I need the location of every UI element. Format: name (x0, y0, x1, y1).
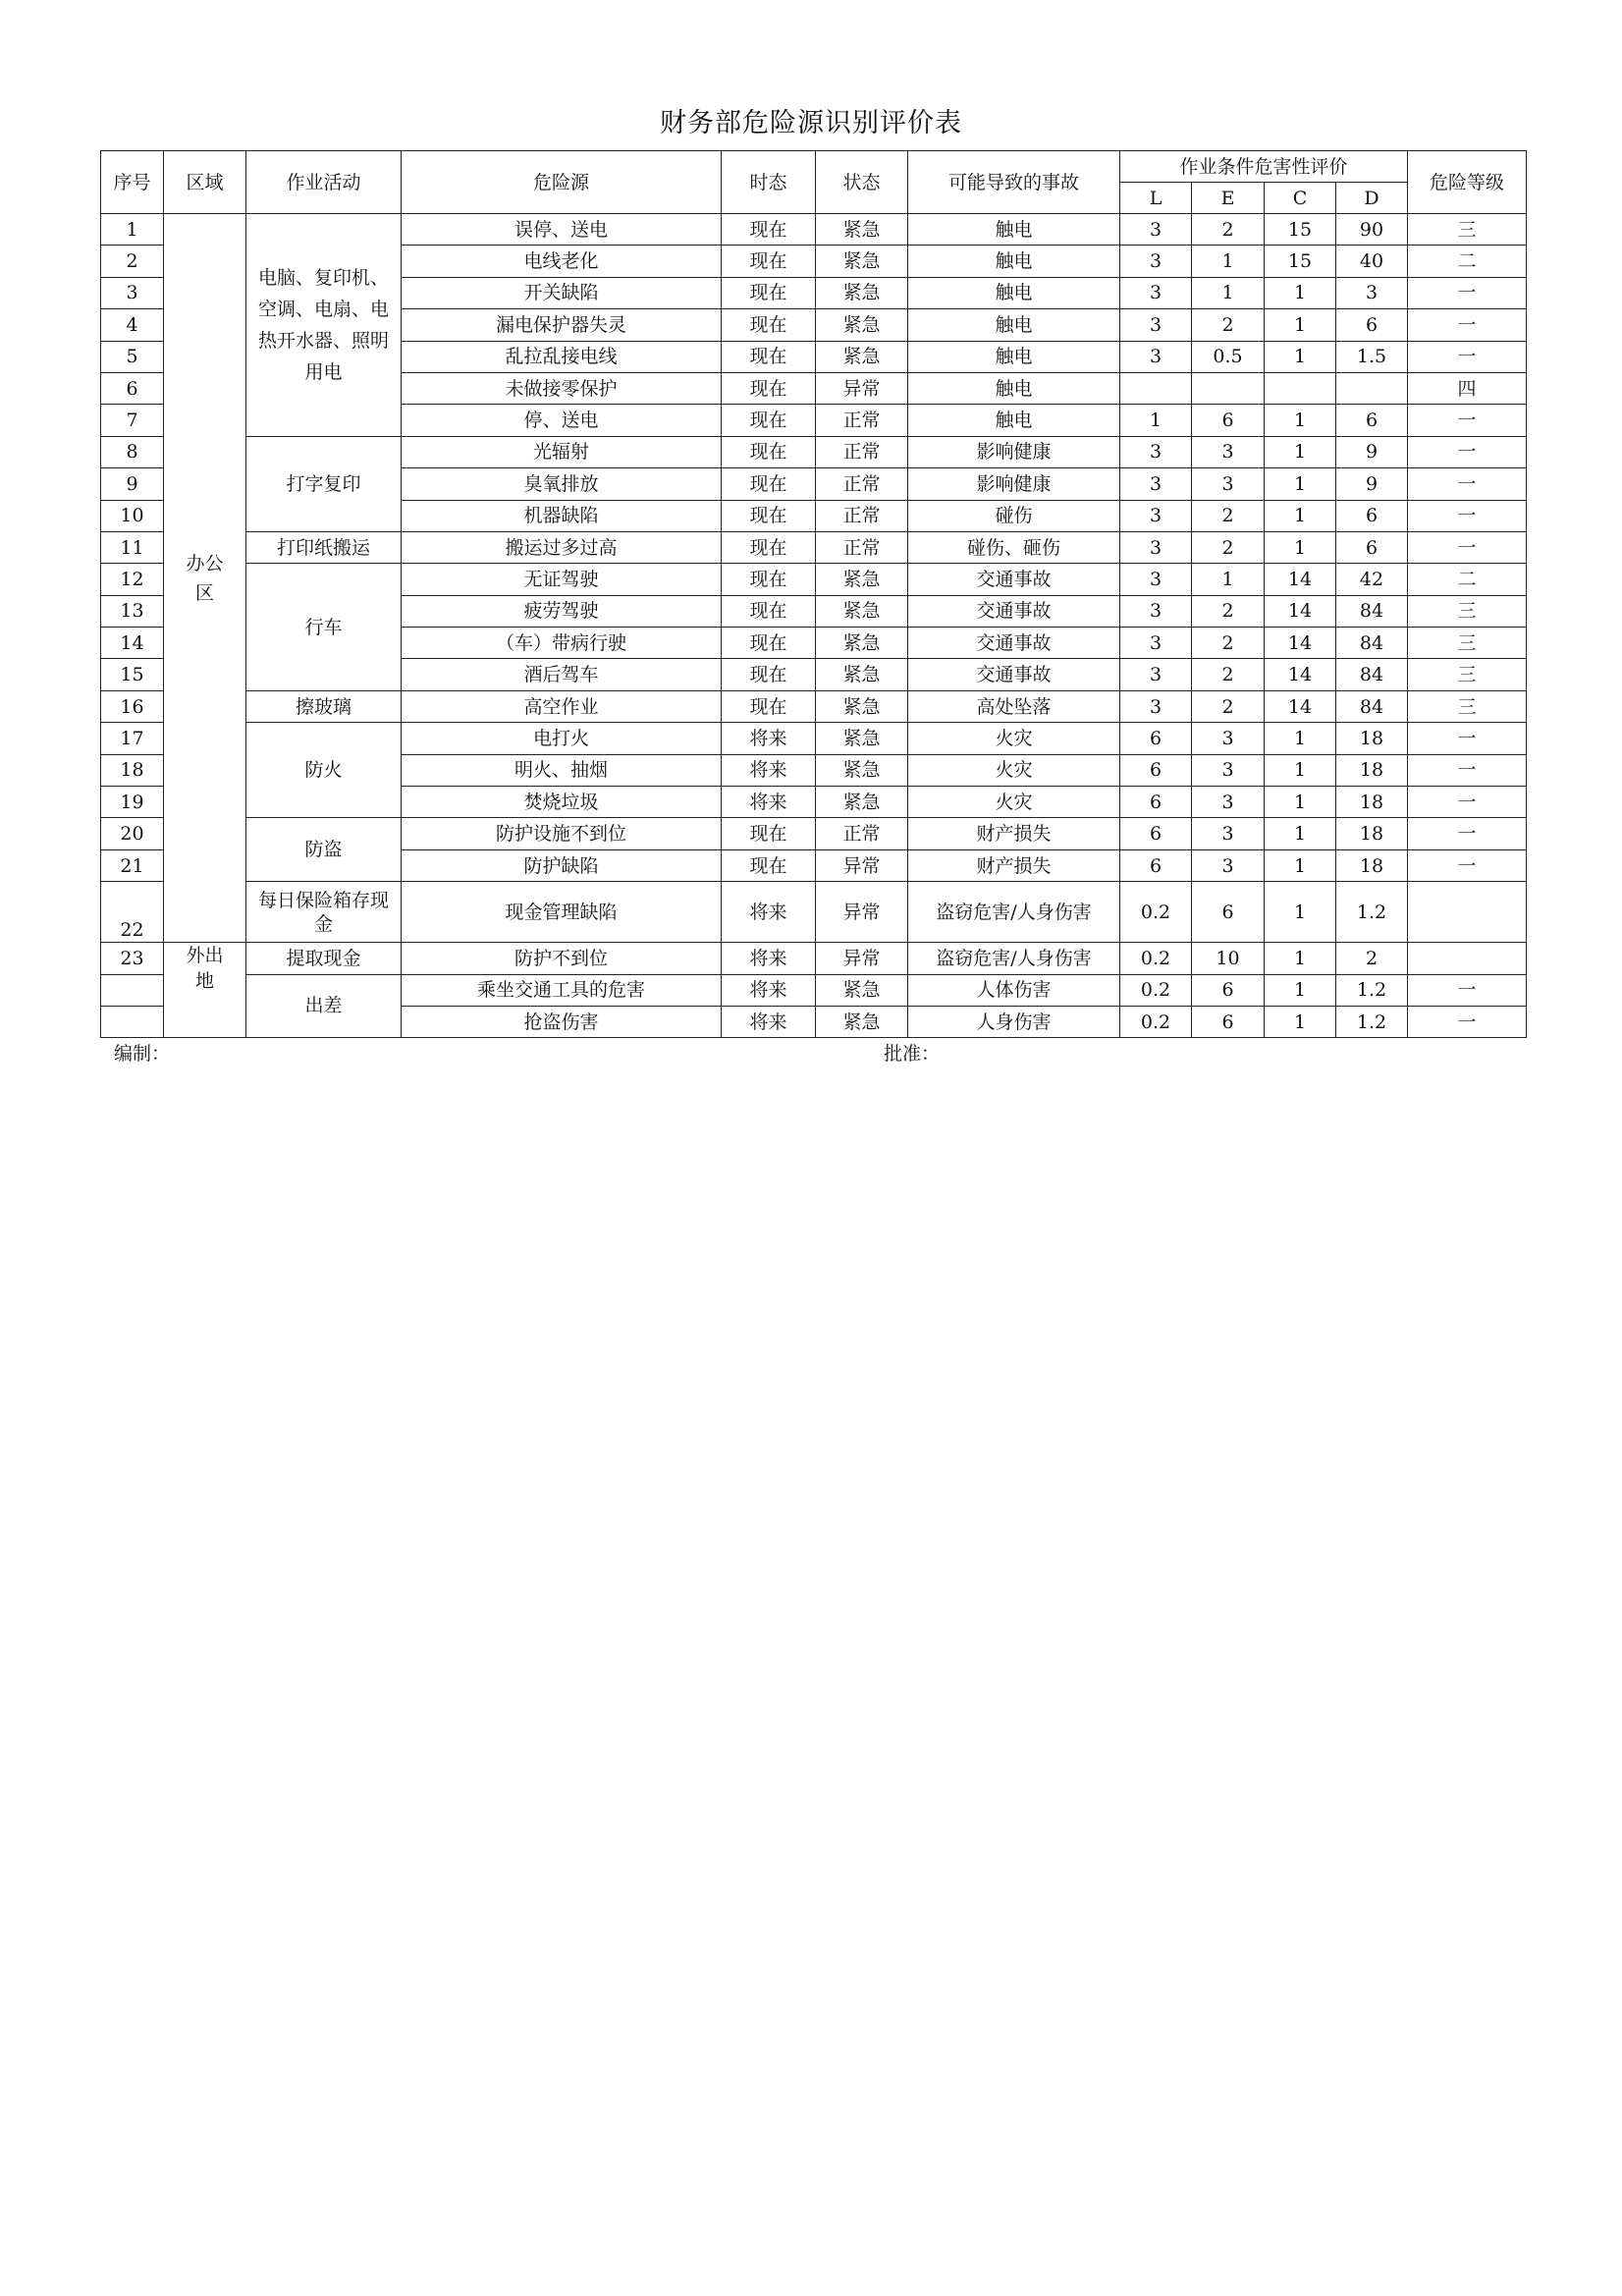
cell-l: 0.2 (1120, 1006, 1192, 1037)
cell-level: 三 (1408, 659, 1527, 690)
cell-state: 紧急 (816, 723, 908, 754)
cell-state: 紧急 (816, 690, 908, 722)
header-eval: 作业条件危害性评价 (1120, 151, 1408, 183)
cell-hazard: 漏电保护器失灵 (402, 309, 722, 341)
cell-c: 1 (1265, 754, 1336, 786)
header-area: 区域 (164, 151, 246, 214)
cell-e: 1 (1192, 246, 1265, 277)
cell-e: 3 (1192, 787, 1265, 818)
cell-seq: 8 (101, 436, 164, 467)
cell-e: 3 (1192, 754, 1265, 786)
cell-accident: 触电 (908, 341, 1120, 372)
cell-e: 2 (1192, 531, 1265, 563)
cell-state: 紧急 (816, 309, 908, 341)
cell-hazard: 高空作业 (402, 690, 722, 722)
cell-tense: 现在 (722, 849, 816, 881)
cell-d: 90 (1336, 214, 1408, 246)
cell-l: 3 (1120, 341, 1192, 372)
cell-e: 2 (1192, 214, 1265, 246)
cell-e: 6 (1192, 974, 1265, 1006)
cell-seq: 3 (101, 277, 164, 308)
cell-d: 84 (1336, 690, 1408, 722)
cell-l (1120, 372, 1192, 404)
cell-state: 紧急 (816, 341, 908, 372)
cell-e: 2 (1192, 595, 1265, 627)
cell-tense: 现在 (722, 214, 816, 246)
cell-tense: 现在 (722, 690, 816, 722)
prepared-by-label: 编制： (114, 1043, 171, 1065)
cell-hazard: 机器缺陷 (402, 500, 722, 531)
cell-e: 2 (1192, 500, 1265, 531)
cell-accident: 影响健康 (908, 468, 1120, 500)
table-row (101, 564, 1527, 595)
cell-state: 紧急 (816, 214, 908, 246)
cell-state: 正常 (816, 468, 908, 500)
cell-accident: 火灾 (908, 754, 1120, 786)
cell-c: 14 (1265, 628, 1336, 659)
cell-e: 1 (1192, 277, 1265, 308)
cell-seq: 16 (101, 690, 164, 722)
cell-seq: 18 (101, 754, 164, 786)
table-row (101, 882, 1527, 943)
cell-accident: 盗窃危害/人身伤害 (908, 882, 1120, 943)
cell-l: 3 (1120, 628, 1192, 659)
cell-d: 84 (1336, 659, 1408, 690)
cell-activity: 防盗 (246, 818, 402, 882)
cell-l: 3 (1120, 277, 1192, 308)
cell-state: 正常 (816, 500, 908, 531)
cell-accident: 触电 (908, 405, 1120, 436)
cell-hazard: 防护不到位 (402, 943, 722, 974)
cell-state: 异常 (816, 882, 908, 943)
cell-level: 一 (1408, 818, 1527, 849)
cell-level (1408, 882, 1527, 943)
cell-hazard: 防护缺陷 (402, 849, 722, 881)
header-E: E (1192, 183, 1265, 214)
cell-seq: 22 (101, 882, 164, 943)
cell-d: 18 (1336, 818, 1408, 849)
cell-level: 一 (1408, 849, 1527, 881)
cell-accident: 人体伤害 (908, 974, 1120, 1006)
cell-d: 1.2 (1336, 882, 1408, 943)
cell-d: 6 (1336, 531, 1408, 563)
cell-d (1336, 372, 1408, 404)
header-tense: 时态 (722, 151, 816, 214)
cell-accident: 交通事故 (908, 659, 1120, 690)
cell-tense: 现在 (722, 595, 816, 627)
cell-d: 1.2 (1336, 974, 1408, 1006)
cell-l: 3 (1120, 500, 1192, 531)
header-hazard: 危险源 (402, 151, 722, 214)
cell-c: 14 (1265, 595, 1336, 627)
cell-level: 一 (1408, 787, 1527, 818)
cell-tense: 将来 (722, 723, 816, 754)
cell-d: 84 (1336, 628, 1408, 659)
cell-c: 1 (1265, 974, 1336, 1006)
cell-accident: 财产损失 (908, 849, 1120, 881)
cell-accident: 交通事故 (908, 628, 1120, 659)
cell-d: 42 (1336, 564, 1408, 595)
cell-state: 紧急 (816, 974, 908, 1006)
cell-l: 6 (1120, 818, 1192, 849)
cell-seq: 6 (101, 372, 164, 404)
cell-activity: 电脑、复印机、空调、电扇、电热开水器、照明用电 (246, 214, 402, 437)
cell-seq: 15 (101, 659, 164, 690)
cell-hazard: 疲劳驾驶 (402, 595, 722, 627)
cell-e: 2 (1192, 659, 1265, 690)
cell-c (1265, 372, 1336, 404)
cell-level: 三 (1408, 595, 1527, 627)
cell-activity: 擦玻璃 (246, 690, 402, 722)
cell-tense: 现在 (722, 818, 816, 849)
cell-seq: 10 (101, 500, 164, 531)
table-row (101, 723, 1527, 754)
cell-level: 三 (1408, 690, 1527, 722)
cell-e: 2 (1192, 309, 1265, 341)
cell-c: 1 (1265, 341, 1336, 372)
cell-level: 一 (1408, 1006, 1527, 1037)
cell-seq: 4 (101, 309, 164, 341)
cell-tense: 现在 (722, 405, 816, 436)
cell-seq: 7 (101, 405, 164, 436)
cell-e: 6 (1192, 1006, 1265, 1037)
cell-accident: 火灾 (908, 787, 1120, 818)
cell-tense: 将来 (722, 943, 816, 974)
cell-accident: 碰伤、砸伤 (908, 531, 1120, 563)
cell-c: 1 (1265, 1006, 1336, 1037)
cell-c: 1 (1265, 531, 1336, 563)
cell-c: 1 (1265, 723, 1336, 754)
cell-tense: 现在 (722, 531, 816, 563)
cell-state: 紧急 (816, 595, 908, 627)
cell-accident: 触电 (908, 309, 1120, 341)
page-title: 财务部危险源识别评价表 (660, 108, 962, 138)
header-seq: 序号 (101, 151, 164, 214)
cell-seq (101, 1006, 164, 1037)
cell-hazard: 焚烧垃圾 (402, 787, 722, 818)
cell-c: 15 (1265, 246, 1336, 277)
cell-c: 1 (1265, 500, 1336, 531)
cell-l: 6 (1120, 787, 1192, 818)
cell-e: 10 (1192, 943, 1265, 974)
cell-accident: 人身伤害 (908, 1006, 1120, 1037)
cell-l: 3 (1120, 468, 1192, 500)
cell-seq (101, 974, 164, 1006)
cell-level: 一 (1408, 468, 1527, 500)
cell-d: 40 (1336, 246, 1408, 277)
cell-level: 一 (1408, 500, 1527, 531)
cell-seq: 19 (101, 787, 164, 818)
cell-d: 84 (1336, 595, 1408, 627)
cell-hazard: 光辐射 (402, 436, 722, 467)
cell-tense: 现在 (722, 564, 816, 595)
cell-d: 9 (1336, 468, 1408, 500)
cell-hazard: 搬运过多过高 (402, 531, 722, 563)
cell-e: 3 (1192, 436, 1265, 467)
cell-accident: 触电 (908, 277, 1120, 308)
cell-e: 6 (1192, 882, 1265, 943)
cell-seq: 23 (101, 943, 164, 974)
cell-hazard: 停、送电 (402, 405, 722, 436)
cell-e: 1 (1192, 564, 1265, 595)
cell-c: 14 (1265, 659, 1336, 690)
cell-tense: 现在 (722, 436, 816, 467)
cell-e: 3 (1192, 723, 1265, 754)
cell-tense: 现在 (722, 277, 816, 308)
cell-seq: 2 (101, 246, 164, 277)
cell-level: 一 (1408, 436, 1527, 467)
cell-level: 一 (1408, 341, 1527, 372)
cell-hazard: 误停、送电 (402, 214, 722, 246)
cell-c: 14 (1265, 690, 1336, 722)
cell-l: 3 (1120, 659, 1192, 690)
cell-tense: 现在 (722, 341, 816, 372)
cell-level: 一 (1408, 531, 1527, 563)
cell-e (1192, 372, 1265, 404)
cell-c: 15 (1265, 214, 1336, 246)
cell-d: 6 (1336, 309, 1408, 341)
cell-state: 异常 (816, 849, 908, 881)
cell-seq: 21 (101, 849, 164, 881)
cell-e: 0.5 (1192, 341, 1265, 372)
cell-tense: 将来 (722, 787, 816, 818)
cell-seq: 17 (101, 723, 164, 754)
cell-d: 18 (1336, 754, 1408, 786)
table-row (101, 943, 1527, 974)
cell-seq: 11 (101, 531, 164, 563)
cell-state: 紧急 (816, 787, 908, 818)
hazard-evaluation-table (100, 150, 1527, 1038)
header-accident: 可能导致的事故 (908, 151, 1120, 214)
table-row (101, 690, 1527, 722)
cell-l: 6 (1120, 723, 1192, 754)
header-level: 危险等级 (1408, 151, 1527, 214)
cell-activity: 防火 (246, 723, 402, 818)
cell-level: 一 (1408, 723, 1527, 754)
header-D: D (1336, 183, 1408, 214)
cell-tense: 现在 (722, 659, 816, 690)
cell-l: 1 (1120, 405, 1192, 436)
cell-accident: 盗窃危害/人身伤害 (908, 943, 1120, 974)
cell-tense: 现在 (722, 246, 816, 277)
cell-tense: 现在 (722, 500, 816, 531)
cell-level: 二 (1408, 564, 1527, 595)
table-row (101, 214, 1527, 246)
cell-state: 紧急 (816, 1006, 908, 1037)
cell-l: 0.2 (1120, 882, 1192, 943)
cell-hazard: 开关缺陷 (402, 277, 722, 308)
cell-accident: 碰伤 (908, 500, 1120, 531)
header-L: L (1120, 183, 1192, 214)
cell-c: 1 (1265, 818, 1336, 849)
cell-activity: 行车 (246, 564, 402, 691)
cell-level: 一 (1408, 277, 1527, 308)
cell-accident: 影响健康 (908, 436, 1120, 467)
table-row (101, 436, 1527, 467)
cell-seq: 9 (101, 468, 164, 500)
cell-l: 3 (1120, 564, 1192, 595)
cell-d: 3 (1336, 277, 1408, 308)
table-row (101, 531, 1527, 563)
cell-hazard: 抢盗伤害 (402, 1006, 722, 1037)
cell-l: 3 (1120, 531, 1192, 563)
cell-state: 紧急 (816, 277, 908, 308)
cell-accident: 触电 (908, 372, 1120, 404)
cell-level (1408, 943, 1527, 974)
cell-tense: 现在 (722, 372, 816, 404)
cell-state: 紧急 (816, 246, 908, 277)
cell-hazard: 电线老化 (402, 246, 722, 277)
cell-accident: 触电 (908, 246, 1120, 277)
cell-e: 2 (1192, 628, 1265, 659)
cell-state: 异常 (816, 943, 908, 974)
cell-hazard: 乘坐交通工具的危害 (402, 974, 722, 1006)
cell-c: 1 (1265, 309, 1336, 341)
cell-accident: 触电 (908, 214, 1120, 246)
cell-accident: 交通事故 (908, 564, 1120, 595)
cell-l: 3 (1120, 595, 1192, 627)
cell-hazard: 酒后驾车 (402, 659, 722, 690)
header-C: C (1265, 183, 1336, 214)
cell-seq: 13 (101, 595, 164, 627)
cell-seq: 20 (101, 818, 164, 849)
cell-e: 3 (1192, 818, 1265, 849)
cell-tense: 将来 (722, 1006, 816, 1037)
cell-c: 1 (1265, 277, 1336, 308)
header-activity: 作业活动 (246, 151, 402, 214)
cell-seq: 12 (101, 564, 164, 595)
cell-hazard: 现金管理缺陷 (402, 882, 722, 943)
cell-l: 0.2 (1120, 974, 1192, 1006)
cell-state: 异常 (816, 372, 908, 404)
cell-accident: 火灾 (908, 723, 1120, 754)
cell-c: 1 (1265, 468, 1336, 500)
cell-d: 6 (1336, 405, 1408, 436)
cell-activity: 出差 (246, 974, 402, 1038)
cell-tense: 现在 (722, 309, 816, 341)
cell-d: 1.5 (1336, 341, 1408, 372)
cell-e: 3 (1192, 849, 1265, 881)
cell-e: 2 (1192, 690, 1265, 722)
approved-by-label: 批准： (884, 1043, 941, 1065)
area-outside: 外出地 (164, 943, 246, 1038)
cell-e: 3 (1192, 468, 1265, 500)
cell-hazard: （车）带病行驶 (402, 628, 722, 659)
cell-d: 18 (1336, 787, 1408, 818)
cell-c: 1 (1265, 787, 1336, 818)
area-office: 办公区 (164, 214, 246, 943)
cell-e: 6 (1192, 405, 1265, 436)
cell-tense: 现在 (722, 468, 816, 500)
cell-c: 1 (1265, 849, 1336, 881)
cell-tense: 现在 (722, 628, 816, 659)
cell-state: 正常 (816, 818, 908, 849)
cell-c: 1 (1265, 405, 1336, 436)
cell-activity: 打印纸搬运 (246, 531, 402, 563)
cell-state: 正常 (816, 405, 908, 436)
cell-seq: 14 (101, 628, 164, 659)
cell-level: 二 (1408, 246, 1527, 277)
cell-level: 一 (1408, 974, 1527, 1006)
cell-l: 3 (1120, 246, 1192, 277)
cell-l: 6 (1120, 849, 1192, 881)
cell-accident: 交通事故 (908, 595, 1120, 627)
cell-level: 三 (1408, 628, 1527, 659)
cell-state: 正常 (816, 531, 908, 563)
cell-tense: 将来 (722, 974, 816, 1006)
cell-activity: 每日保险箱存现金 (246, 882, 402, 943)
cell-l: 6 (1120, 754, 1192, 786)
cell-d: 18 (1336, 723, 1408, 754)
cell-state: 紧急 (816, 628, 908, 659)
cell-activity: 打字复印 (246, 436, 402, 531)
cell-c: 1 (1265, 882, 1336, 943)
cell-hazard: 臭氧排放 (402, 468, 722, 500)
cell-l: 3 (1120, 309, 1192, 341)
cell-d: 18 (1336, 849, 1408, 881)
cell-d: 2 (1336, 943, 1408, 974)
header-state: 状态 (816, 151, 908, 214)
table-row (101, 818, 1527, 849)
cell-c: 14 (1265, 564, 1336, 595)
cell-state: 紧急 (816, 754, 908, 786)
cell-c: 1 (1265, 436, 1336, 467)
cell-level: 一 (1408, 754, 1527, 786)
cell-hazard: 乱拉乱接电线 (402, 341, 722, 372)
cell-hazard: 电打火 (402, 723, 722, 754)
cell-l: 3 (1120, 436, 1192, 467)
cell-activity: 提取现金 (246, 943, 402, 974)
cell-accident: 高处坠落 (908, 690, 1120, 722)
table-row (101, 974, 1527, 1006)
cell-state: 正常 (816, 436, 908, 467)
cell-d: 6 (1336, 500, 1408, 531)
cell-seq: 5 (101, 341, 164, 372)
cell-level: 三 (1408, 214, 1527, 246)
cell-l: 3 (1120, 214, 1192, 246)
cell-level: 四 (1408, 372, 1527, 404)
cell-state: 紧急 (816, 564, 908, 595)
cell-hazard: 无证驾驶 (402, 564, 722, 595)
cell-seq: 1 (101, 214, 164, 246)
cell-level: 一 (1408, 309, 1527, 341)
cell-tense: 将来 (722, 754, 816, 786)
cell-state: 紧急 (816, 659, 908, 690)
cell-l: 3 (1120, 690, 1192, 722)
cell-l: 0.2 (1120, 943, 1192, 974)
cell-c: 1 (1265, 943, 1336, 974)
cell-level: 一 (1408, 405, 1527, 436)
cell-hazard: 明火、抽烟 (402, 754, 722, 786)
cell-accident: 财产损失 (908, 818, 1120, 849)
cell-tense: 将来 (722, 882, 816, 943)
cell-d: 1.2 (1336, 1006, 1408, 1037)
cell-d: 9 (1336, 436, 1408, 467)
cell-hazard: 未做接零保护 (402, 372, 722, 404)
cell-hazard: 防护设施不到位 (402, 818, 722, 849)
